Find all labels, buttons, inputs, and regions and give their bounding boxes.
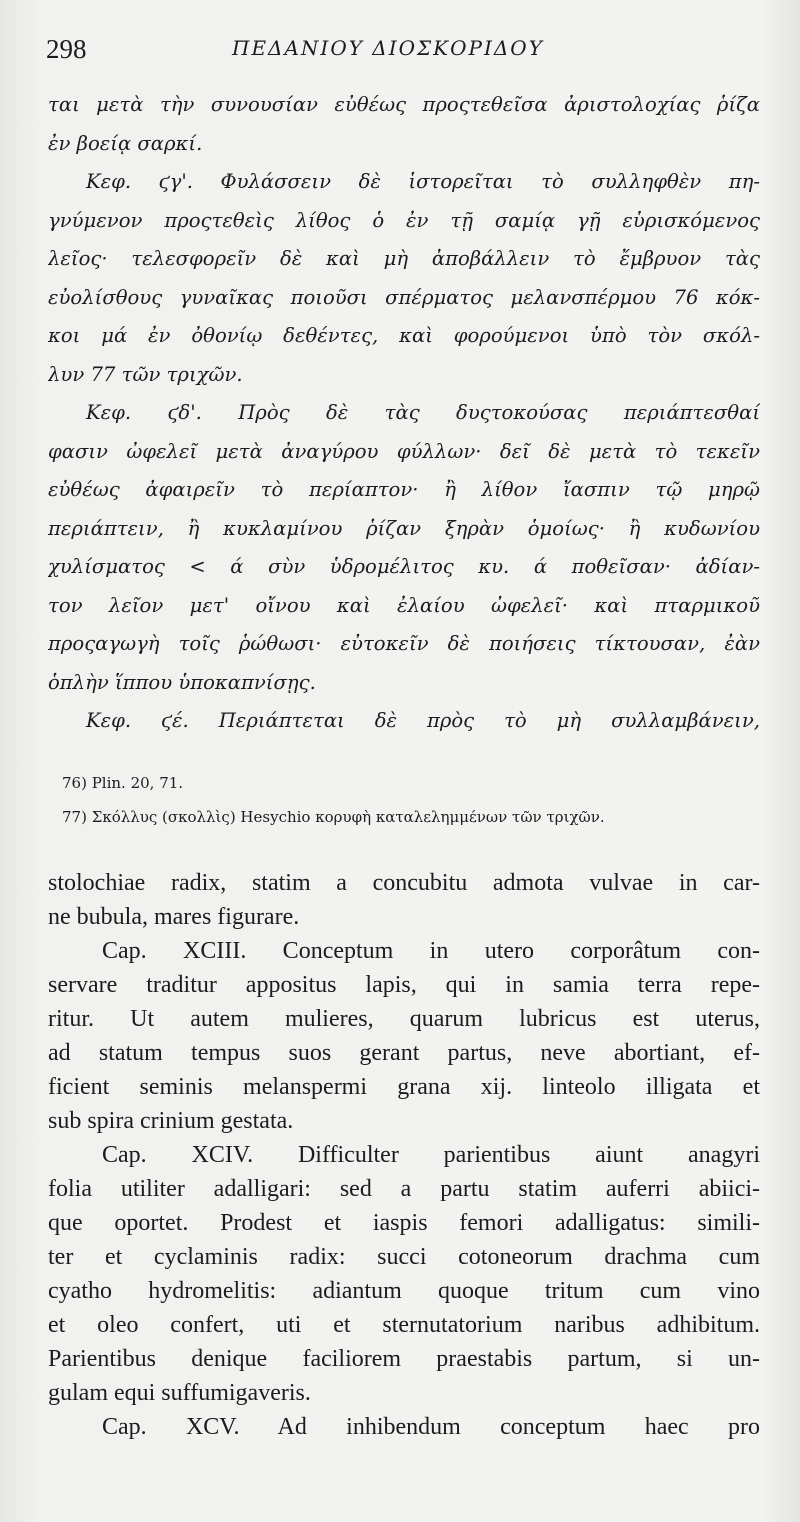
- footnote-76: 76) Plin. 20, 71.: [62, 774, 184, 792]
- greek-line: λεῖος· τελεσφορεῖν δὲ καὶ μὴ ἀποβάλλειν τὸ ἔμβρυον τὰς: [48, 247, 760, 270]
- greek-line: εὐολίσθους γυναῖκας ποιοῦσι σπέρματος μελανσπέρμου 76 κόκ-: [48, 285, 760, 309]
- page-number: 298: [46, 34, 87, 64]
- latin-line: ritur. Ut autem mulieres, quarum lubricus est uterus,: [48, 1006, 760, 1032]
- greek-line: ὁπλὴν ἵππου ὑποκαπνίσῃς.: [48, 670, 316, 694]
- greek-line: τον λεῖον μετ' οἴνου καὶ ἐλαίου ὠφελεῖ· καὶ πταρμικοῦ: [48, 593, 760, 617]
- latin-line: stolochiae radix, statim a concubitu admota vulvae in car-: [48, 870, 760, 896]
- latin-line: Parientibus denique faciliorem praestabis partum, si un-: [48, 1346, 760, 1372]
- latin-line: ad statum tempus suos gerant partus, neve abortiant, ef-: [48, 1040, 760, 1066]
- greek-line: ἐν βοείᾳ σαρκί.: [48, 131, 203, 155]
- greek-line: φασιν ὠφελεῖ μετὰ ἀναγύρου φύλλων· δεῖ δὲ μετὰ τὸ τεκεῖν: [48, 439, 760, 463]
- greek-line: κοι μά ἐν ὀθονίῳ δεθέντες, καὶ φορούμενοι ὑπὸ τὸν σκόλ-: [48, 324, 760, 347]
- greek-line: περιάπτειν, ἢ κυκλαμίνου ῥίζαν ξηρὰν ὁμοίως· ἢ κυδωνίου: [48, 516, 760, 540]
- latin-line: folia utiliter adalligari: sed a partu statim auferri abiici-: [48, 1176, 760, 1202]
- latin-line: gulam equi suffumigaveris.: [48, 1380, 311, 1406]
- latin-chapter-heading: Cap. XCIII. Conceptum in utero corporâtum con-: [102, 938, 760, 964]
- greek-line: λυν 77 τῶν τριχῶν.: [48, 362, 243, 386]
- latin-chapter-heading: Cap. XCV. Ad inhibendum conceptum haec pro: [102, 1414, 760, 1440]
- latin-line: sub spira crinium gestata.: [48, 1108, 294, 1134]
- latin-line: cyatho hydromelitis: adiantum quoque tritum cum vino: [48, 1278, 760, 1304]
- latin-chapter-heading: Cap. XCIV. Difficulter parientibus aiunt anagyri: [102, 1142, 760, 1168]
- greek-chapter-heading: Κεφ. ϛγ'. Φυλάσσειν δὲ ἱστορεῖται τὸ συλληφθὲν πη-: [86, 170, 760, 193]
- greek-text: [48, 86, 760, 741]
- footnotes: [62, 766, 758, 834]
- greek-line: χυλίσματος < ά σὺν ὑδρομέλιτος κυ. ά ποθεῖσαν· ἀδίαν-: [48, 555, 760, 578]
- latin-text: [48, 866, 760, 1444]
- latin-line: que oportet. Prodest et iaspis femori adalligatus: simili-: [48, 1210, 760, 1236]
- latin-line: servare traditur appositus lapis, qui in samia terra repe-: [48, 972, 760, 998]
- greek-chapter-heading: Κεφ. ϛδ'. Πρὸς δὲ τὰς δυςτοκούσας περιάπτεσθαί: [86, 401, 760, 424]
- footnote-77: 77) Σκόλλυς (σκολλὶς) Hesychio κορυφὴ καταλελημμένων τῶν τριχῶν.: [62, 808, 605, 826]
- greek-line: ται μετὰ τὴν συνουσίαν εὐθέως προςτεθεῖσα ἀριστολοχίας ῥίζα: [48, 93, 760, 116]
- latin-line: ter et cyclaminis radix: succi cotoneorum drachma cum: [48, 1244, 760, 1270]
- greek-line: γνύμενον προςτεθεὶς λίθος ὁ ἐν τῇ σαμίᾳ γῇ εὑρισκόμενος: [48, 208, 760, 232]
- greek-line: εὐθέως ἀφαιρεῖν τὸ περίαπτον· ἢ λίθον ἴασπιν τῷ μηρῷ: [48, 478, 760, 501]
- latin-line: et oleo confert, uti et sternutatorium naribus adhibitum.: [48, 1312, 760, 1338]
- latin-line: ficient seminis melanspermi grana xij. linteolo illigata et: [48, 1074, 760, 1100]
- running-title: ΠΕΔΑΝΙΟΥ ΔΙΟΣΚΟΡΙΔΟΥ: [232, 36, 544, 60]
- greek-line: προςαγωγὴ τοῖς ῥώθωσι· εὐτοκεῖν δὲ ποιήσεις τίκτουσαν, ἐὰν: [48, 632, 760, 655]
- latin-line: ne bubula, mares figurare.: [48, 904, 300, 930]
- page-header: [46, 34, 766, 74]
- greek-chapter-heading: Κεφ. ϛέ. Περιάπτεται δὲ πρὸς τὸ μὴ συλλαμβάνειν,: [86, 709, 760, 732]
